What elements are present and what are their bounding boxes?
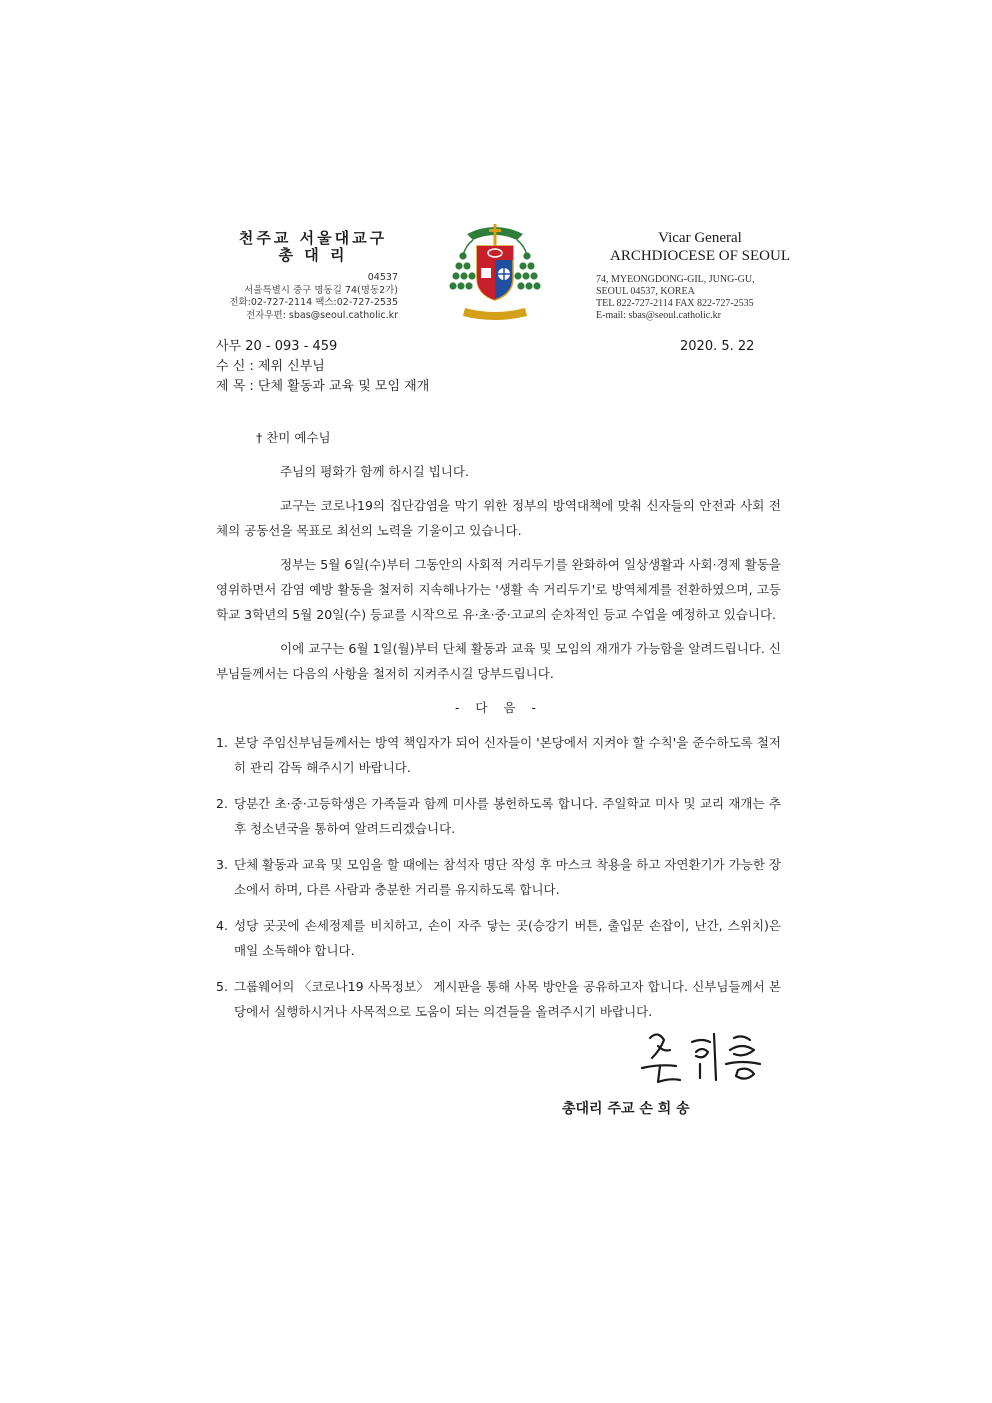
postal-code: 04537 xyxy=(367,272,398,283)
item-number: 1. xyxy=(216,735,228,750)
title-en-line1: Vicar General xyxy=(658,230,742,246)
item-text: 본당 주임신부님들께서는 방역 책임자가 되어 신자들이 '본당에서 지켜야 할 수칙'을 준수하도록 철저히 관리 감독 해주시기 바랍니다. xyxy=(234,735,781,775)
list-item xyxy=(216,852,781,902)
item-number: 5. xyxy=(216,979,228,994)
org-name-ko: 천주교 서울대교구 xyxy=(238,229,388,247)
email-ko: 전자우편: sbas@seoul.catholic.kr xyxy=(246,309,398,321)
subject-line: 제 목 : 단체 활동과 교육 및 모임 재개 xyxy=(216,379,430,394)
list-item xyxy=(216,730,781,780)
address-en-line2: SEOUL 04537, KOREA xyxy=(596,286,695,297)
address-en-line1: 74, MYEONGDONG-GIL, JUNG-GU, xyxy=(596,274,755,285)
item-text: 단체 활동과 교육 및 모임을 할 때에는 참석자 명단 작성 후 마스크 착용을 하고 자연환기가 가능한 장소에서 하며, 다른 사람과 충분한 거리를 유지하도록 합니다. xyxy=(234,857,781,897)
address-block-en xyxy=(596,274,816,322)
item-number: 4. xyxy=(216,918,228,933)
signatory-name: 총대리 주교 손 희 송 xyxy=(562,1101,690,1117)
opening-line: 주님의 평화가 함께 하시길 빕니다. xyxy=(280,464,469,479)
handwritten-signature-icon xyxy=(630,1020,780,1090)
office-name-ko: 총 대 리 xyxy=(278,246,348,264)
document-date: 2020. 5. 22 xyxy=(680,339,755,354)
email-en: E-mail: sbas@seoul.catholic.kr xyxy=(596,310,722,321)
list-item xyxy=(216,913,781,963)
list-item xyxy=(216,791,781,841)
address-block-ko xyxy=(198,272,398,322)
item-number: 3. xyxy=(216,857,228,872)
address-ko: 서울특별시 중구 명동길 74(명동2가) xyxy=(244,284,398,296)
title-en-line2: ARCHDIOCESE OF SEOUL xyxy=(609,248,790,264)
item-text: 당분간 초·중·고등학생은 가족들과 함께 미사를 봉헌하도록 합니다. 주일학교 미사 및 교리 재개는 추후 청소년국을 통하여 알려드리겠습니다. xyxy=(234,796,781,836)
item-text: 그룹웨어의 〈코로나19 사목정보〉 게시판을 통해 사목 방안을 공유하고자 합니다. 신부님들께서 본당에서 실행하시거나 사목적으로 도움이 되는 의견들을 올려주시기 바랍니다. xyxy=(234,979,781,1019)
paragraph-1: 교구는 코로나19의 집단감염을 막기 위한 정부의 방역대책에 맞춰 신자들의 안전과 사회 전체의 공동선을 목표로 최선의 노력을 기울이고 있습니다. xyxy=(216,498,781,538)
section-title: - 다 음 - xyxy=(454,700,543,715)
phone-en: TEL 822-727-2114 FAX 822-727-2535 xyxy=(596,298,754,309)
document-number: 사무 20 - 093 - 459 xyxy=(216,339,338,354)
greeting: † 찬미 예수님 xyxy=(256,430,331,445)
issuer-block-ko xyxy=(228,230,398,264)
letter-body xyxy=(216,425,781,1035)
list-item xyxy=(216,974,781,1024)
document-meta xyxy=(216,337,429,397)
issuer-block-en xyxy=(600,229,800,265)
instruction-list xyxy=(216,730,781,1024)
paragraph-3: 이에 교구는 6월 1일(월)부터 단체 활동과 교육 및 모임의 재개가 가능함을 알려드립니다. 신부님들께서는 다음의 사항을 철저히 지켜주시길 당부드립니다. xyxy=(216,641,781,681)
paragraph-2: 정부는 5월 6일(수)부터 그동안의 사회적 거리두기를 완화하여 일상생활과 사회·경제 활동을 영위하면서 감염 예방 활동을 철저히 지속해나가는 '생활 속 거리두기'로 방역체계를 전환하였으며, 고등학교 3학년의 5월 20일(수) 등교를 시작으로 유·초·중·고교의 순차적인 등교 수업을 예정하고 있습니다. xyxy=(216,557,781,622)
item-number: 2. xyxy=(216,796,228,811)
phone-ko: 전화:02-727-2114 팩스:02-727-2535 xyxy=(229,297,398,308)
recipient-line: 수 신 : 제위 신부님 xyxy=(216,359,325,374)
item-text: 성당 곳곳에 손세정제를 비치하고, 손이 자주 닿는 곳(승강기 버튼, 출입문 손잡이, 난간, 스위치)은 매일 소독해야 합니다. xyxy=(234,918,781,958)
archdiocese-crest-icon xyxy=(447,216,543,326)
